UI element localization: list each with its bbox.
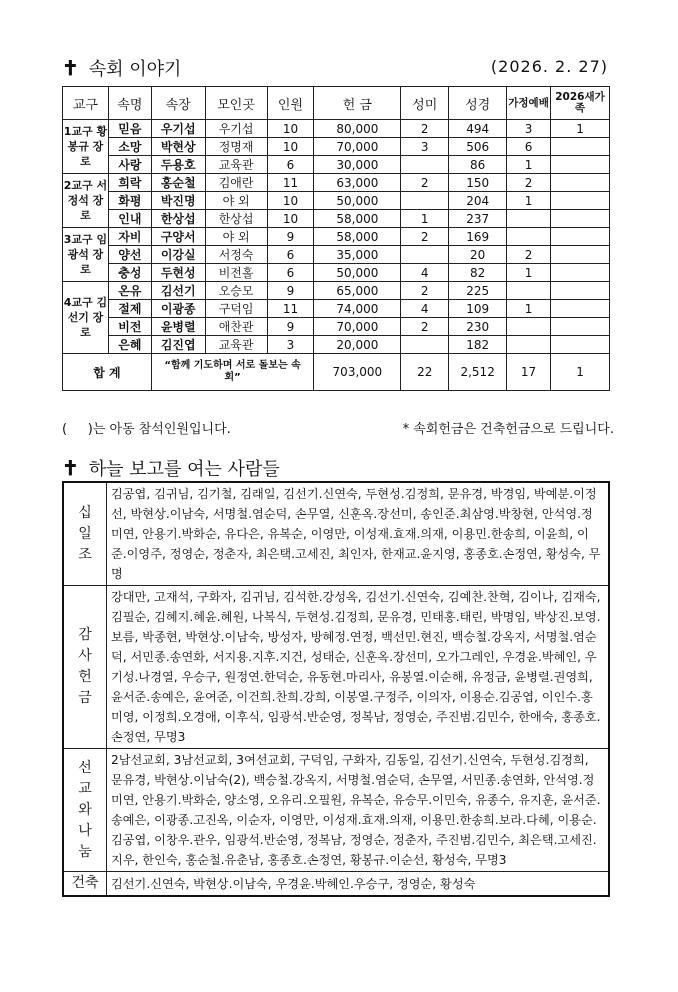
meeting-place: 정명재 [205,138,267,156]
new-family [551,210,610,228]
table-row [63,174,610,192]
leader-name: 두현성 [151,264,205,282]
bible-reading: 182 [449,336,507,354]
family-worship: 1 [507,156,551,174]
offering: 80,000 [314,120,401,138]
total-rice: 22 [401,354,449,391]
bible-reading: 109 [449,300,507,318]
new-family [551,174,610,192]
leader-name: 두용호 [151,156,205,174]
group-name: 은혜 [108,336,151,354]
attendance: 6 [267,264,314,282]
bible-reading: 230 [449,318,507,336]
attendance: 11 [267,300,314,318]
leader-name: 김진엽 [151,336,205,354]
rice: 4 [401,264,449,282]
group-name: 온유 [108,282,151,300]
attendance: 6 [267,246,314,264]
family-worship [507,318,551,336]
offering: 35,000 [314,246,401,264]
family-worship: 1 [507,192,551,210]
rice [401,246,449,264]
district-cell: 1교구 황봉규 장로 [63,120,109,174]
section1-title: 속회 이야기 [88,59,182,80]
group-name: 양선 [108,246,151,264]
note-child-count: ( )는 아동 참석인원입니다. [62,422,231,437]
section1-heading [62,55,181,81]
donor-row [63,482,609,586]
meeting-table [62,86,610,391]
col-header: 가정예배 [507,87,551,120]
family-worship [507,210,551,228]
leader-name: 김선기 [151,282,205,300]
new-family [551,138,610,156]
col-header: 속명 [108,87,151,120]
table-row [63,246,610,264]
rice [401,192,449,210]
family-worship [507,336,551,354]
offering: 65,000 [314,282,401,300]
table-row [63,228,610,246]
donor-row [63,586,609,749]
group-name: 절제 [108,300,151,318]
group-name: 화평 [108,192,151,210]
attendance: 10 [267,210,314,228]
bible-reading: 506 [449,138,507,156]
col-header: 성경 [449,87,507,120]
attendance: 9 [267,282,314,300]
group-name: 자비 [108,228,151,246]
donor-names: 2남선교회, 3남선교회, 3여선교회, 구덕임, 구화자, 김동일, 김선기.신연숙, 두현성.김정희, 문유경, 박현상.이남숙(2), 백승철.강옥지, 서명철.염순덕, 손무열, 서민종.송연화, 안석영.정미연, 안용기.박화순, 양소영, 오유리.오필원, 유복순, 유승무.이민숙, 유종수, 유지훈, 윤서준.송예은, 이광종.고진옥, 이순자, 이영만, 이성재.효재.의재, 이용민.한송희.보라.다혜, 이용순.김공엽, 이창우.관우, 임광석.반순영, 정복남, 정영순, 정춘자, 주진범.김민수, 최은택.고세진.지우, 한인숙, 홍순철.유춘남, 홍종호.손정연, 황봉규.이순선, 황성숙, 무명3 [107,749,610,872]
offering: 70,000 [314,318,401,336]
table-row [63,318,610,336]
family-worship: 6 [507,138,551,156]
group-name: 믿음 [108,120,151,138]
offering: 20,000 [314,336,401,354]
total-newfam: 1 [551,354,610,391]
leader-name: 우기섭 [151,120,205,138]
new-family [551,246,610,264]
meeting-place: 교육관 [205,336,267,354]
new-family [551,192,610,210]
total-bible: 2,512 [449,354,507,391]
district-cell: 2교구 서정석 장로 [63,174,109,228]
meeting-place: 서정숙 [205,246,267,264]
header-row [63,87,610,120]
donor-body [63,482,609,896]
cross-icon: ✝ [62,456,79,480]
new-family [551,300,610,318]
rice: 1 [401,210,449,228]
new-family [551,336,610,354]
group-name: 희락 [108,174,151,192]
donor-category: 선 교 와 나 눔 [63,749,107,872]
attendance: 9 [267,318,314,336]
offering: 30,000 [314,156,401,174]
meeting-place: 애찬관 [205,318,267,336]
total-slogan: “함께 기도하며 서로 돌보는 속회” [151,354,314,391]
col-header: 인원 [267,87,314,120]
bible-reading: 204 [449,192,507,210]
total-worship: 17 [507,354,551,391]
table-row [63,264,610,282]
col-header: 모인곳 [205,87,267,120]
meeting-body [63,120,610,354]
family-worship [507,282,551,300]
leader-name: 이강실 [151,246,205,264]
meeting-place: 한상섭 [205,210,267,228]
bible-reading: 169 [449,228,507,246]
rice: 2 [401,228,449,246]
meeting-place: 비전홀 [205,264,267,282]
col-header: 2026새가족 [551,87,610,120]
donor-category: 감 사 헌 금 [63,586,107,749]
table-row [63,282,610,300]
leader-name: 박현상 [151,138,205,156]
rice: 2 [401,318,449,336]
donor-category: 십 일 조 [63,482,107,586]
bible-reading: 494 [449,120,507,138]
meeting-place: 교육관 [205,156,267,174]
group-name: 충성 [108,264,151,282]
rice: 2 [401,174,449,192]
col-header: 교구 [63,87,109,120]
leader-name: 윤병렬 [151,318,205,336]
meeting-place: 야 외 [205,228,267,246]
meeting-place: 야 외 [205,192,267,210]
donor-row [63,872,609,897]
rice: 3 [401,138,449,156]
meeting-place: 김애란 [205,174,267,192]
section2-title: 하늘 보고를 여는 사람들 [88,459,280,480]
bible-reading: 82 [449,264,507,282]
col-header: 헌 금 [314,87,401,120]
family-worship: 2 [507,246,551,264]
table-row [63,192,610,210]
attendance: 10 [267,192,314,210]
rice [401,336,449,354]
bible-reading: 225 [449,282,507,300]
bible-reading: 20 [449,246,507,264]
rice: 4 [401,300,449,318]
attendance: 6 [267,156,314,174]
attendance: 10 [267,120,314,138]
cross-icon: ✝ [62,56,79,80]
bible-reading: 150 [449,174,507,192]
new-family [551,318,610,336]
group-name: 비전 [108,318,151,336]
leader-name: 구양서 [151,228,205,246]
family-worship: 1 [507,300,551,318]
offering: 58,000 [314,228,401,246]
new-family [551,282,610,300]
col-header: 성미 [401,87,449,120]
attendance: 11 [267,174,314,192]
total-row [63,354,610,391]
report-date: (2026. 2. 27) [490,57,608,76]
rice [401,156,449,174]
district-cell: 3교구 임광석 장로 [63,228,109,282]
table-row [63,156,610,174]
leader-name: 홍순철 [151,174,205,192]
family-worship: 2 [507,174,551,192]
offering: 58,000 [314,210,401,228]
total-label: 합 계 [63,354,152,391]
offering: 70,000 [314,138,401,156]
offering: 74,000 [314,300,401,318]
bible-reading: 86 [449,156,507,174]
total-offering: 703,000 [314,354,401,391]
notes-row [62,418,614,437]
bible-reading: 237 [449,210,507,228]
attendance: 10 [267,138,314,156]
leader-name: 이광종 [151,300,205,318]
offering: 63,000 [314,174,401,192]
donor-names: 김선기.신연숙, 박현상.이남숙, 우경윤.박혜인.우승구, 정영순, 황성숙 [107,872,610,897]
donor-category: 건축 [63,872,107,897]
meeting-place: 우기섭 [205,120,267,138]
group-name: 인내 [108,210,151,228]
donor-names: 강대만, 고재석, 구화자, 김귀님, 김석한.강성옥, 김선기.신연숙, 김예찬.찬혁, 김이나, 김재숙, 김필순, 김혜지.혜윤.혜원, 나복식, 두현성.김정희, 문유경, 민태홍.태린, 박명임, 박상진.보영.보름, 박종현, 박현상.이남숙, 방성자, 방혜정.연정, 백선민.현진, 백승철.강옥지, 서명철.염순덕, 서민종.송연화, 서지용.지후.지건, 성태순, 신훈옥.장선미, 오가그레인, 우경윤.박혜인, 우기성.나경열, 우승구, 원정연.한덕순, 유동현.마리사, 유봉열.이순해, 유정금, 윤병렬.권영희, 윤서준.송예은, 윤여준, 이건희.찬희.강희, 이봉열.구정주, 이의자, 이용순.김공엽, 이인수.홍미영, 이정희.오경애, 이후식, 임광석.반순영, 정복남, 정영순, 주진범.김민수, 한애숙, 홍종호.손정연, 무명3 [107,586,610,749]
donor-names: 김공엽, 김귀님, 김기철, 김래일, 김선기.신연숙, 두현성.김정희, 문유경, 박경임, 박예분.이정선, 박현상.이남숙, 서명철.염순덕, 손무열, 신훈옥.장선미, 송인준.최삼영.박창현, 안석영.정미연, 안용기.박화순, 유다은, 유복순, 이영만, 이성재.효재.의재, 이용민.한송희, 이윤희, 이준.이영주, 정영순, 정춘자, 최은택.고세진, 최인자, 한재교.윤지영, 홍종호.손정연, 황성숙, 무명 [107,482,610,586]
rice: 2 [401,120,449,138]
meeting-place: 오승모 [205,282,267,300]
meeting-place: 구덕임 [205,300,267,318]
family-worship [507,228,551,246]
new-family: 1 [551,120,610,138]
donor-row [63,749,609,872]
table-row [63,336,610,354]
family-worship: 1 [507,264,551,282]
family-worship: 3 [507,120,551,138]
table-row [63,120,610,138]
leader-name: 한상섭 [151,210,205,228]
table-row [63,138,610,156]
table-row [63,300,610,318]
group-name: 사랑 [108,156,151,174]
new-family [551,228,610,246]
donor-table [62,481,610,897]
attendance: 9 [267,228,314,246]
note-offering: * 속회헌금은 건축헌금으로 드립니다. [402,422,614,437]
table-row [63,210,610,228]
group-name: 소망 [108,138,151,156]
attendance: 3 [267,336,314,354]
district-cell: 4교구 김선기 장로 [63,282,109,354]
new-family [551,156,610,174]
section2-heading [62,455,280,481]
new-family [551,264,610,282]
rice: 2 [401,282,449,300]
leader-name: 박진명 [151,192,205,210]
col-header: 속장 [151,87,205,120]
offering: 50,000 [314,192,401,210]
offering: 50,000 [314,264,401,282]
